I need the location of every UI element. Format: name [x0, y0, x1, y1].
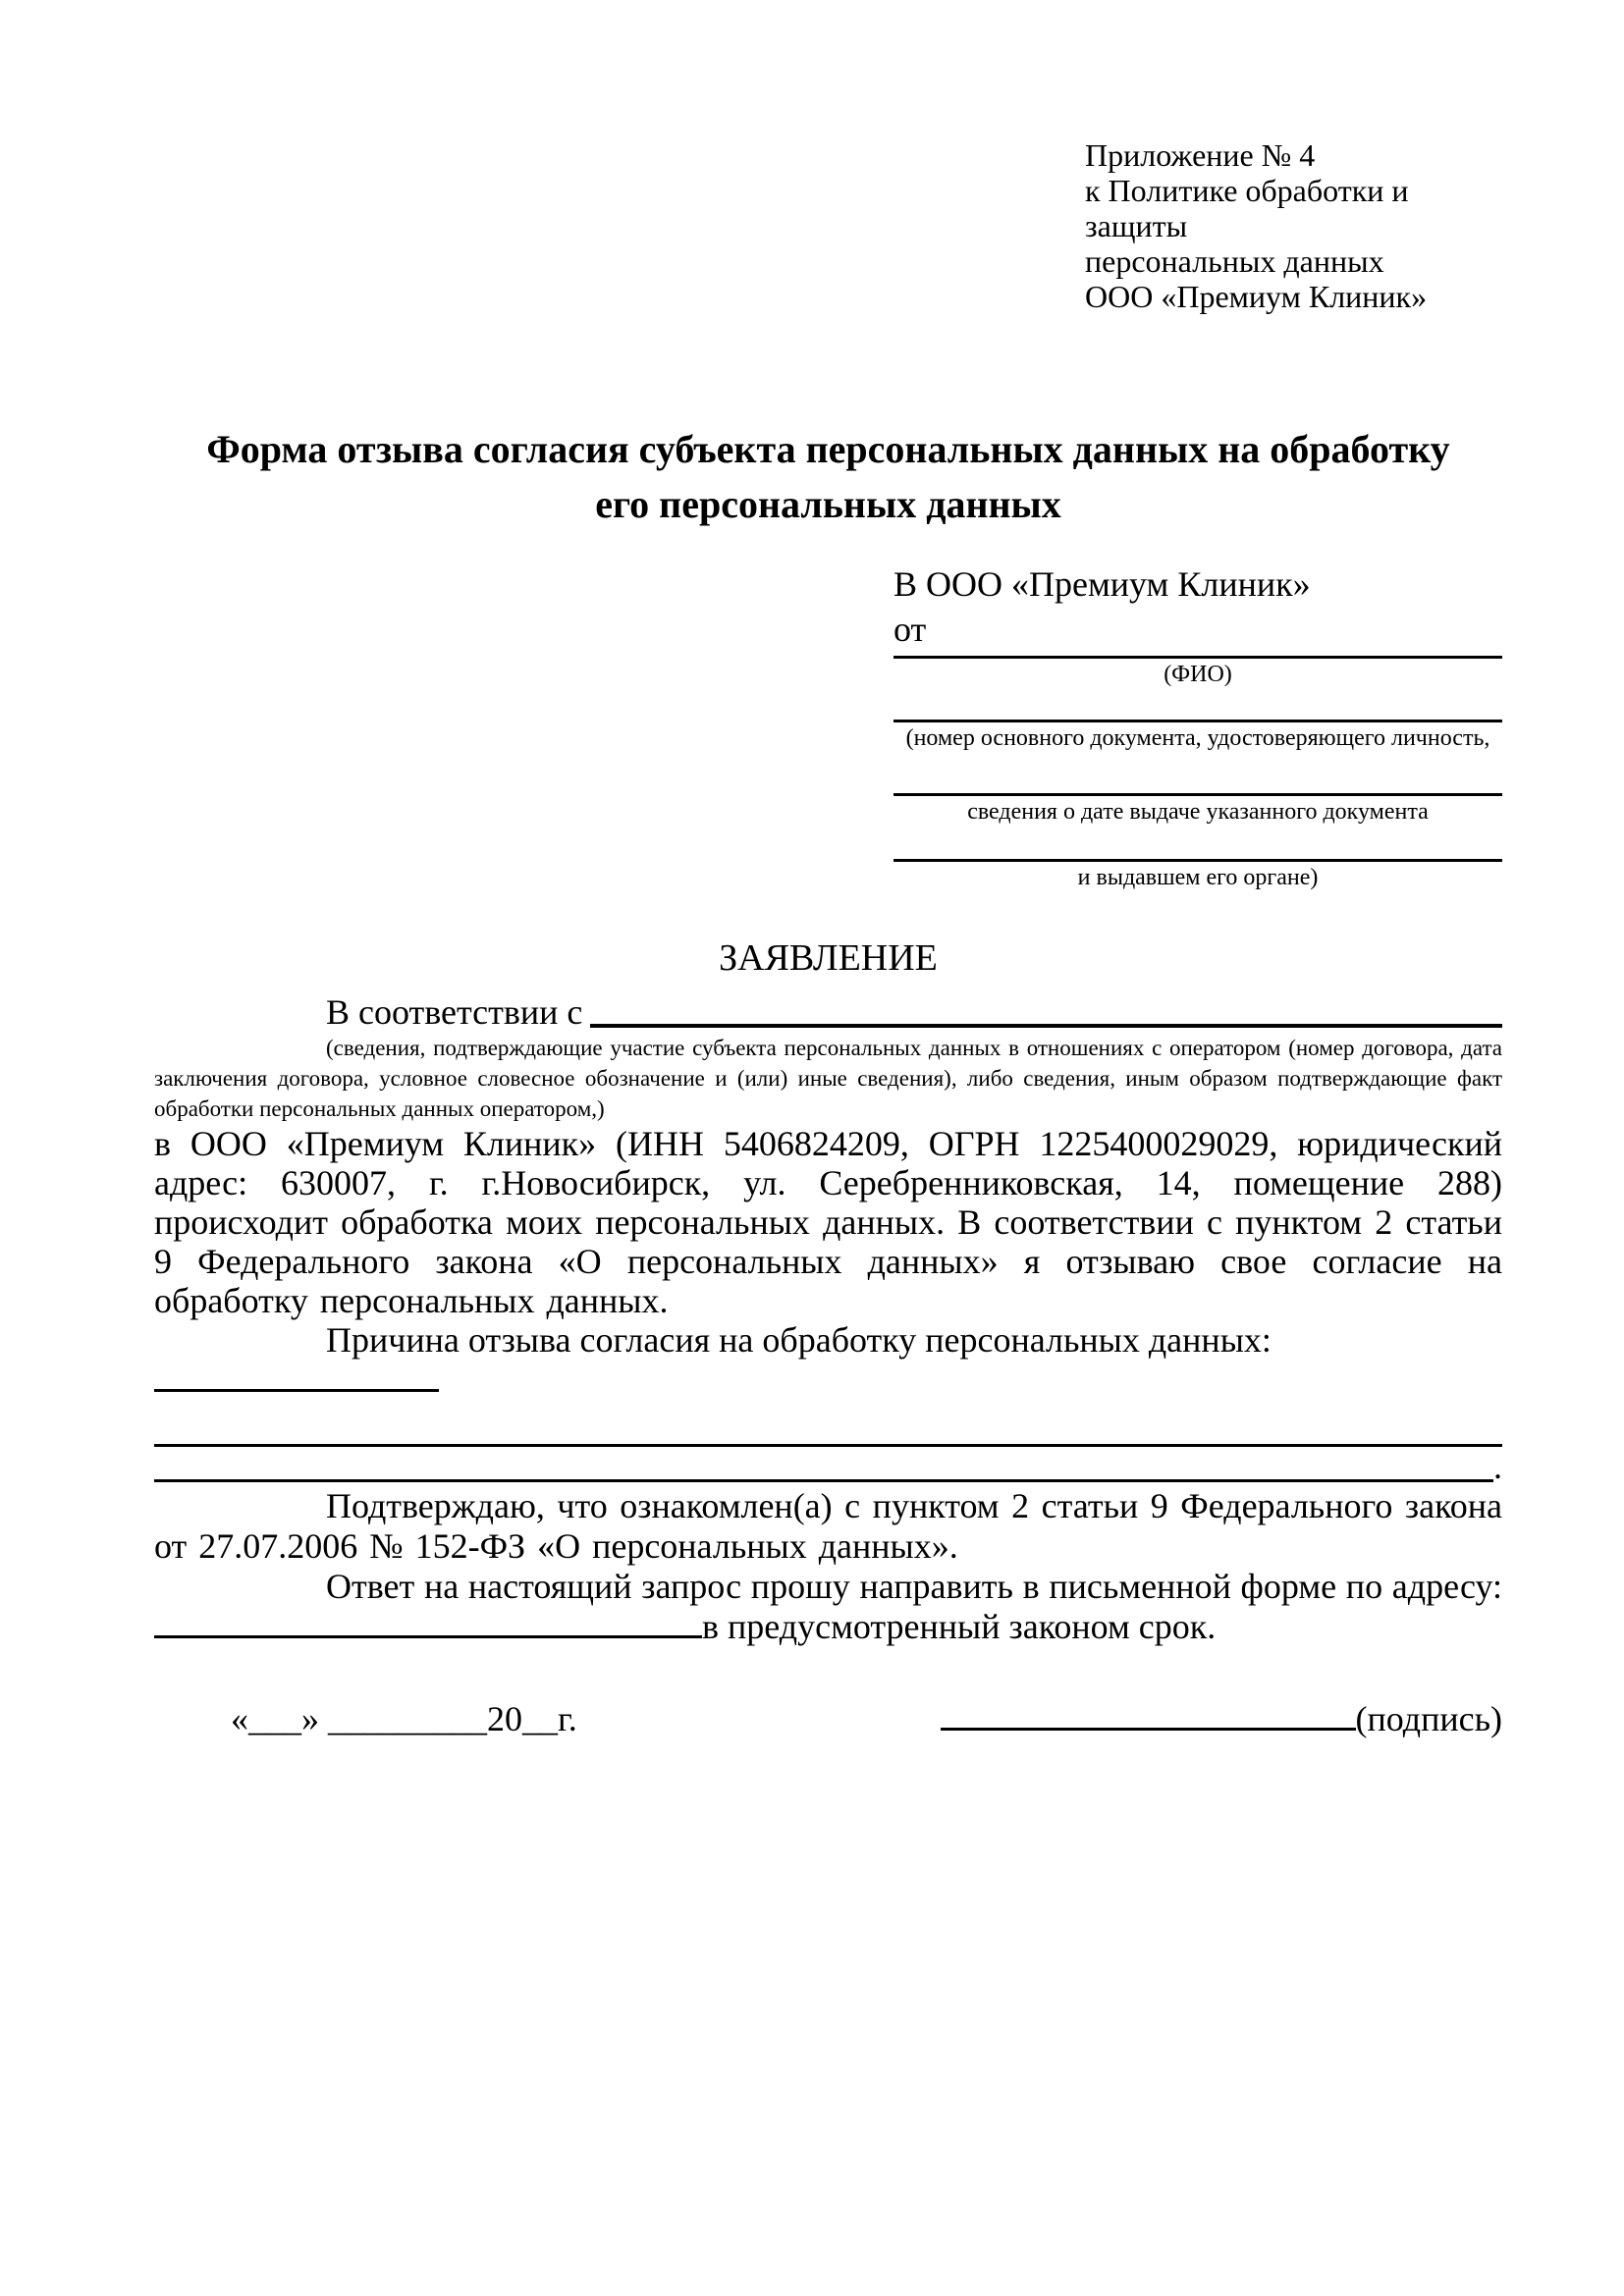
intro-label: В соответствии с	[326, 992, 583, 1032]
fio-blank-field	[893, 656, 1502, 688]
addressee-from-label: от	[893, 610, 927, 649]
document-title-line: его персональных данных	[595, 482, 1061, 526]
reason-row	[154, 1320, 1502, 1401]
statement-heading: ЗАЯВЛЕНИЕ	[719, 937, 938, 979]
addressee-to: В ООО «Премиум Клиник»	[893, 564, 1311, 604]
reply-suffix: в предусмотренный законом срок.	[702, 1607, 1217, 1646]
date-line: «___» _________20__г.	[231, 1699, 577, 1738]
id-document-blank-field	[893, 720, 1502, 752]
reply-request-line: Ответ на настоящий запрос прошу направить в письменной форме по адресу:	[326, 1567, 1502, 1606]
reply-address-blank-line	[154, 1635, 702, 1638]
reason-blank-line	[154, 1389, 439, 1392]
fine-print-note: (сведения, подтверждающие участие субъекта персональных данных в отношениях с оператором (номер договора, дата заключения договора, условное словесное обозначение и (или) иные сведения), либо сведения, иным образом подтверждающие факт обработки персональных данных оператором,)	[154, 1036, 1502, 1121]
issuing-authority-field-caption: и выдавшем его органе)	[1077, 865, 1319, 890]
issue-date-blank-field	[893, 793, 1502, 826]
appendix-line: ООО «Премиум Клиник»	[1085, 279, 1428, 314]
confirmation-paragraph: Подтверждаю, что ознакомлен(а) с пунктом 2 статьи 9 Федерального закона от 27.07.2006 № 152-ФЗ «О персональных данных».	[154, 1486, 1502, 1566]
signature-blank-line	[941, 1728, 1356, 1731]
signature-caption: (подпись)	[1355, 1699, 1502, 1738]
intro-blank-line	[590, 991, 1502, 1028]
reason-blank-line-rule	[154, 1447, 1493, 1482]
document-title-line: Форма отзыва согласия субъекта персональных данных на обработку	[206, 427, 1450, 471]
issue-date-field-caption: сведения о дате выдаче указанного документа	[967, 799, 1429, 825]
reason-label: Причина отзыва согласия на обработку персональных данных:	[326, 1320, 1272, 1360]
document-content	[154, 0, 1502, 1739]
fio-field-caption: (ФИО)	[1164, 662, 1232, 687]
appendix-block	[1085, 137, 1502, 314]
signature-area	[941, 1698, 1502, 1739]
addressee-block	[893, 561, 1502, 891]
appendix-line: к Политике обработки и защиты	[1085, 173, 1409, 243]
issuing-authority-blank-field	[893, 859, 1502, 891]
intro-row	[154, 991, 1502, 1033]
appendix-line: персональных данных	[1085, 243, 1384, 279]
signoff-row	[154, 1698, 1502, 1739]
document-title	[154, 422, 1502, 532]
reason-blank-line-full-1	[154, 1401, 1502, 1447]
reason-end-punct: .	[1493, 1447, 1502, 1486]
id-document-field-caption: (номер основного документа, удостоверяющего личность,	[905, 725, 1490, 751]
reason-blank-line-full-2	[154, 1447, 1502, 1486]
reply-address-row	[154, 1607, 1502, 1647]
appendix-line: Приложение № 4	[1085, 137, 1316, 173]
body-paragraph: в ООО «Премиум Клиник» (ИНН 5406824209, ОГРН 1225400029029, юридический адрес: 630007, г. г.Новосибирск, ул. Серебренниковская, 14, помещение 288) происходит обработка моих персональных данных. В соответствии с пунктом 2 статьи 9 Федерального закона «О персональных данных» я отзываю свое согласие на обработку персональных данных.	[154, 1124, 1502, 1320]
